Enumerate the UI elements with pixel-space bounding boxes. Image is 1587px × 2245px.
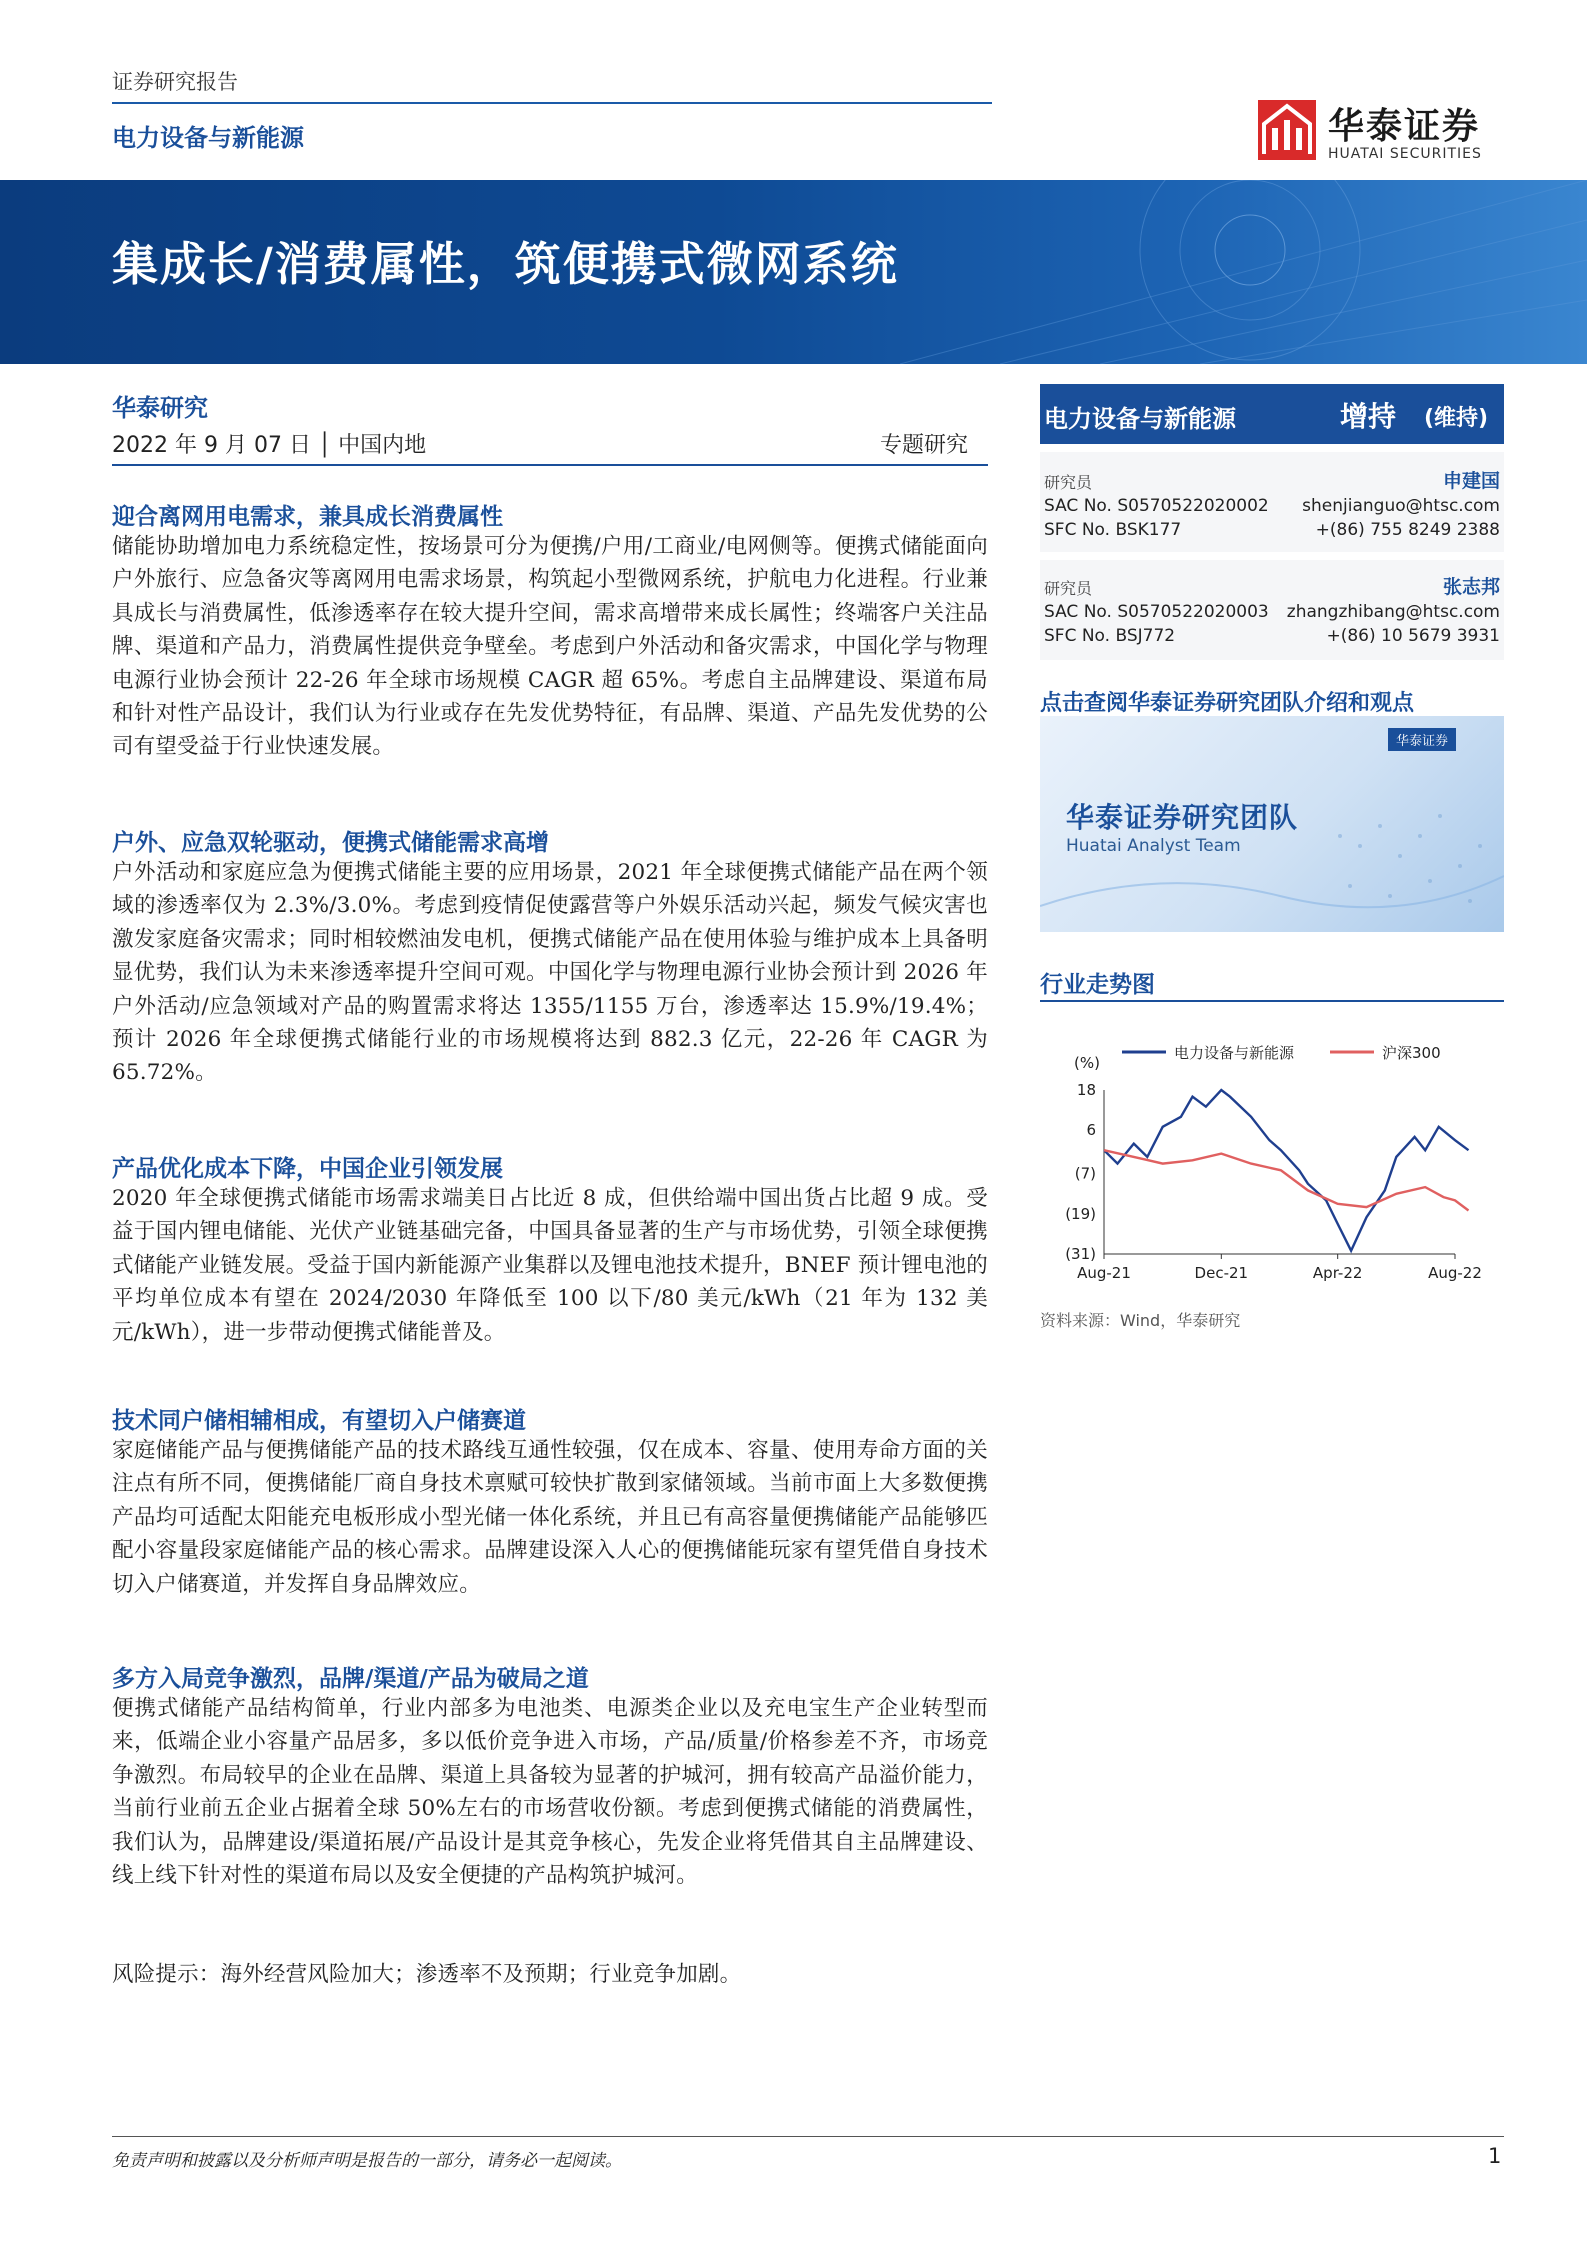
rating-industry: 电力设备与新能源 (1044, 405, 1236, 433)
section-heading: 产品优化成本下降，中国企业引领发展 (112, 1156, 503, 1182)
team-badge: 华泰证券 (1388, 728, 1456, 751)
team-title-cn: 华泰证券研究团队 (1066, 801, 1299, 834)
analyst-sac: SAC No. S0570522020002 (1044, 496, 1269, 516)
series-line-0 (1104, 1090, 1469, 1251)
section-body: 户外活动和家庭应急为便携式储能主要的应用场景，2021 年全球便携式储能产品在两个领域的渗透率仅为 2.3%/3.0%。考虑到疫情促使露营等户外娱乐活动兴起，频发气候灾害也激发家庭备灾需求；同时相较燃油发电机，便携式储能产品在使用体验与维护成本上具备明显优势，我们认为未来渗透率提升空间可观。中国化学与物理电源行业协会预计到 2026 年户外活动/应急领域对产品的购置需求将达 1355/1155 万台，渗透率达 15.9%/19.4%；预计 2026 年全球便携式储能行业的市场规模将达到 882.3 亿元，22-26 年 CAGR 为 65.72%。 (112, 860, 988, 1086)
trend-heading: 行业走势图 (1040, 972, 1155, 998)
analyst-email[interactable]: zhangzhibang@htsc.com (1286, 602, 1500, 622)
legend-label: 沪深300 (1382, 1044, 1441, 1062)
meta-divider (112, 464, 988, 466)
legend-label: 电力设备与新能源 (1174, 1044, 1295, 1062)
analyst-sac: SAC No. S0570522020003 (1044, 602, 1269, 622)
x-tick-label: Apr-22 (1312, 1264, 1363, 1282)
y-tick-label: (7) (1074, 1164, 1096, 1183)
x-tick-label: Dec-21 (1194, 1264, 1249, 1282)
section-body: 便携式储能产品结构简单，行业内部多为电池类、电源类企业以及充电宝生产企业转型而来，低端企业小容量产品居多，多以低价竞争进入市场，产品/质量/价格参差不齐，市场竞争激烈。布局较早的企业在品牌、渠道上具备较为显著的护城河，拥有较高产品溢价能力，当前行业前五企业占据着全球 50%左右的市场营收份额。考虑到便携式储能的消费属性，我们认为，品牌建设/渠道拓展/产品设计是其竞争核心，先发企业将凭借其自主品牌建设、线上线下针对性的渠道布局以及安全便捷的产品构筑护城河。 (112, 1696, 988, 1889)
page-number: 1 (1488, 2144, 1502, 2168)
analyst-name: 申建国 (1442, 470, 1500, 492)
report-type: 专题研究 (880, 433, 969, 458)
section-body: 储能协助增加电力系统稳定性，按场景可分为便携/户用/工商业/电网侧等。便携式储能面向户外旅行、应急备灾等离网用电需求场景，构筑起小型微网系统，护航电力化进程。行业兼具成长与消费属性，低渗透率存在较大提升空间，需求高增带来成长属性；终端客户关注品牌、渠道和产品力，消费属性提供竞争壁垒。考虑到户外活动和备灾需求，中国化学与物理电源行业协会预计 22-26 年全球市场规模 CAGR 超 65%。考虑自主品牌建设、渠道布局和针对性产品设计，我们认为行业或存在先发优势特征，有品牌、渠道、产品先发优势的公司有望受益于行业快速发展。 (112, 534, 988, 760)
report-category-label: 证券研究报告 (112, 70, 238, 94)
logo-text-cn: 华泰证券 (1328, 106, 1481, 147)
rating-status: (维持) (1424, 406, 1489, 431)
rating-value: 增持 (1340, 400, 1397, 433)
section-heading: 技术同户储相辅相成，有望切入户储赛道 (112, 1408, 526, 1434)
analyst-email[interactable]: shenjianguo@htsc.com (1302, 496, 1500, 516)
section-heading: 多方入局竞争激烈，品牌/渠道/产品为破局之道 (112, 1666, 589, 1692)
analyst-sfc: SFC No. BSJ772 (1044, 626, 1176, 646)
trend-divider (1040, 1000, 1504, 1002)
footer-divider (112, 2136, 1504, 2137)
team-title-en: Huatai Analyst Team (1066, 836, 1241, 856)
org-name: 华泰研究 (112, 394, 208, 422)
logo-text-en: HUATAI SECURITIES (1328, 146, 1482, 162)
dateline: 2022 年 9 月 07 日 │ 中国内地 (112, 433, 427, 458)
y-axis-label: (%) (1074, 1054, 1100, 1072)
section-body: 家庭储能产品与便携储能产品的技术路线互通性较强，仅在成本、容量、使用寿命方面的关注点有所不同，便携储能厂商自身技术禀赋可较快扩散到家储领域。当前市面上大多数便携产品均可适配太阳能充电板形成小型光储一体化系统，并且已有高容量便携储能产品能够匹配小容量段家庭储能产品的核心需求。品牌建设深入人心的便携储能玩家有望凭借自身技术切入户储赛道，并发挥自身品牌效应。 (112, 1438, 988, 1597)
y-tick-label: (31) (1065, 1245, 1096, 1263)
team-intro-link[interactable]: 点击查阅华泰证券研究团队介绍和观点 (1040, 691, 1415, 716)
y-tick-label: (19) (1065, 1204, 1096, 1223)
analyst-phone: +(86) 755 8249 2388 (1315, 520, 1500, 540)
section-body: 2020 年全球便携式储能市场需求端美日占比近 8 成，但供给端中国出货占比超 9 成。受益于国内锂电储能、光伏产业链基础完备，中国具备显著的生产与市场优势，引领全球便携式储能产业链发展。受益于国内新能源产业集群以及锂电池技术提升，BNEF 预计锂电池的平均单位成本有望在 2024/2030 年降低至 100 以下/80 美元/kWh（21 年为 132 美元/kWh），进一步带动便携式储能普及。 (112, 1186, 988, 1345)
section-heading: 迎合离网用电需求，兼具成长消费属性 (112, 504, 503, 530)
analyst-name: 张志邦 (1442, 576, 1500, 598)
y-tick-label: 6 (1086, 1121, 1096, 1140)
x-tick-label: Aug-21 (1077, 1264, 1131, 1282)
report-title: 集成长/消费属性，筑便携式微网系统 (112, 237, 899, 291)
analyst-sfc: SFC No. BSK177 (1044, 520, 1182, 540)
huatai-logo-icon (1258, 100, 1316, 160)
section-heading: 户外、应急双轮驱动，便携式储能需求高增 (112, 830, 549, 856)
industry-tab: 电力设备与新能源 (112, 124, 304, 152)
series-line-1 (1104, 1150, 1469, 1210)
analyst-phone: +(86) 10 5679 3931 (1326, 626, 1500, 646)
top-divider (112, 102, 992, 104)
x-tick-label: Aug-22 (1428, 1264, 1482, 1282)
analyst-role: 研究员 (1044, 473, 1093, 492)
footer-disclaimer: 免责声明和披露以及分析师声明是报告的一部分，请务必一起阅读。 (112, 2151, 622, 2171)
analyst-role: 研究员 (1044, 579, 1093, 598)
y-tick-label: 18 (1076, 1081, 1096, 1099)
risk-warning: 风险提示：海外经营风险加大；渗透率不及预期；行业竞争加剧。 (112, 1962, 742, 1987)
industry-trend-chart (1040, 1010, 1504, 1290)
chart-source: 资料来源：Wind，华泰研究 (1040, 1311, 1241, 1330)
